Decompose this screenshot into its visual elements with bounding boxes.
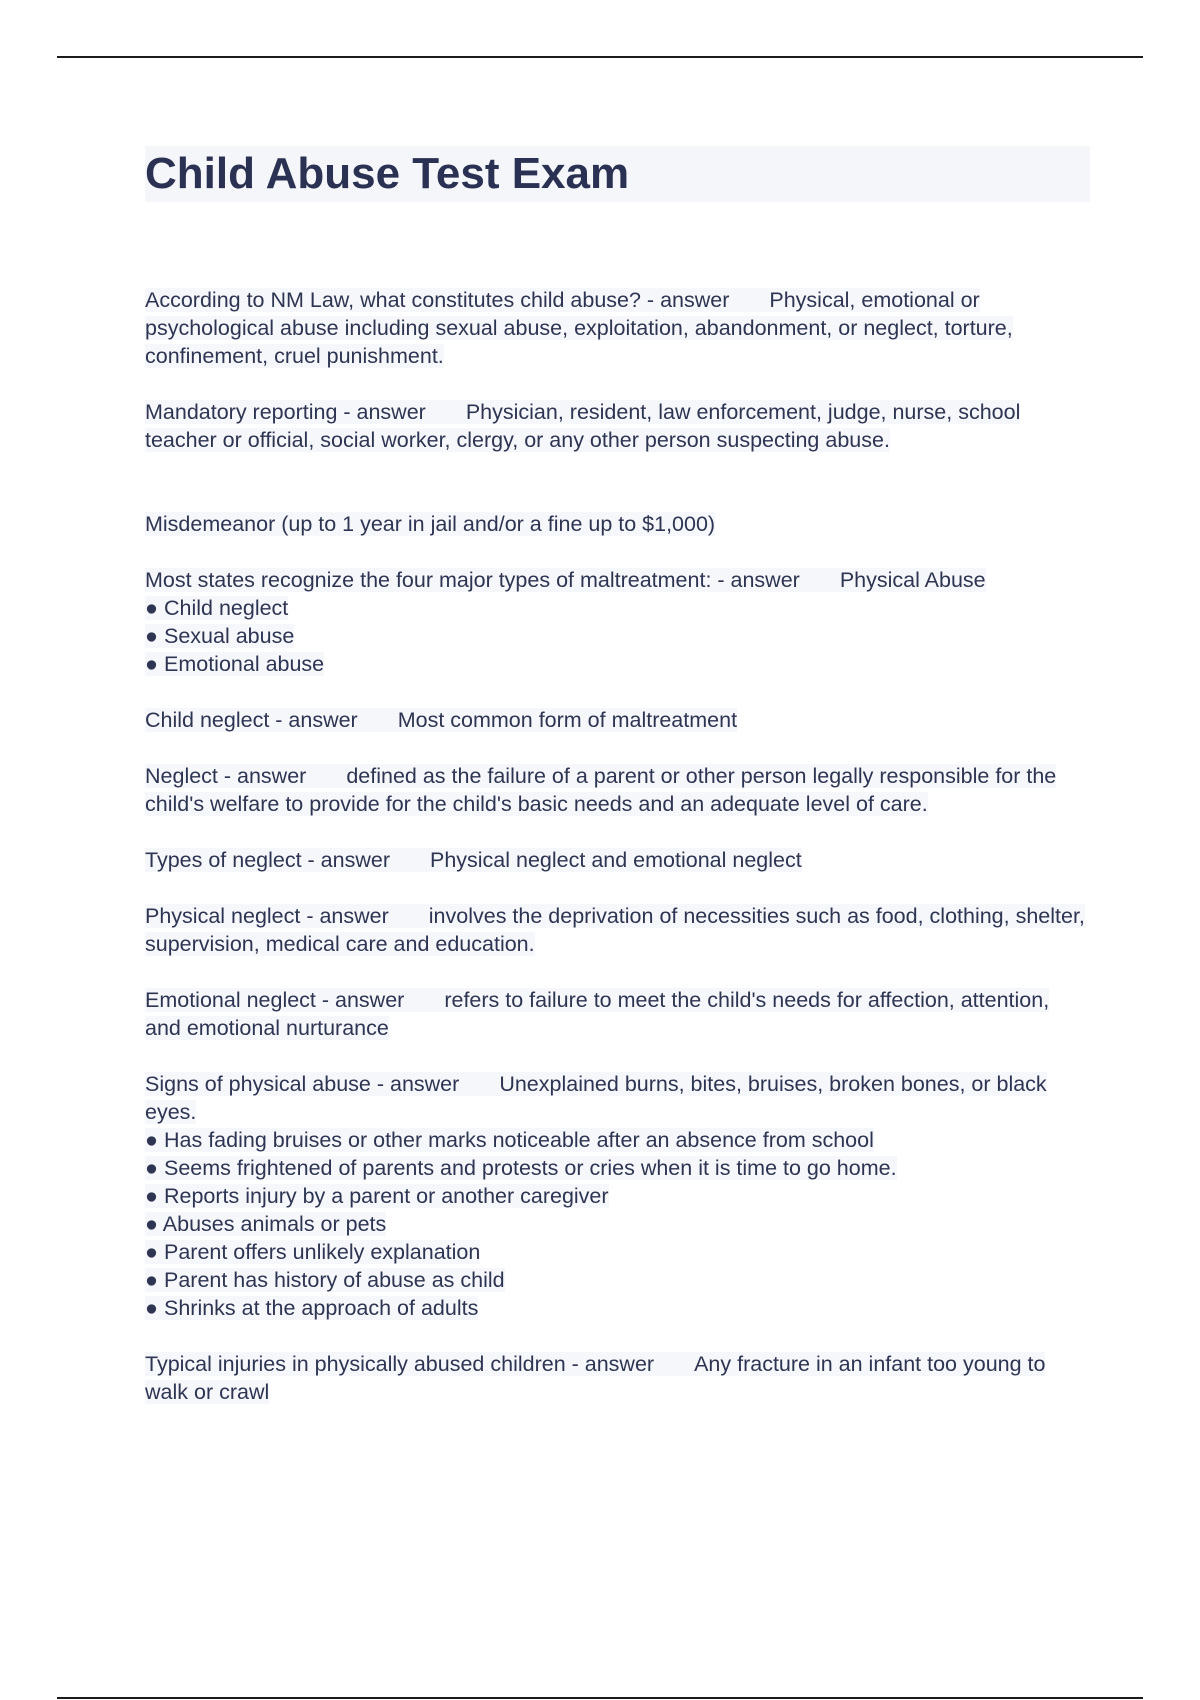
list-item: ● Emotional abuse (145, 652, 325, 676)
list-item: ● Shrinks at the approach of adults (145, 1296, 479, 1320)
title-box (145, 146, 1090, 202)
bullet-icon: ● (145, 1296, 158, 1320)
answer-text: Physical, emotional or psychological abuse including sexual abuse, exploitation, abandonment, or neglect, torture, confinement, cruel punishment. (145, 288, 1013, 368)
qa-item (145, 846, 1090, 874)
list-item: ● Abuses animals or pets (145, 1212, 387, 1236)
question-text: Child neglect - answer (145, 708, 358, 732)
answer-text: defined as the failure of a parent or other person legally responsible for the child's welfare to provide for the child's basic needs and an adequate level of care. (145, 764, 1057, 816)
list-item: ● Sexual abuse (145, 624, 295, 648)
bullet-icon: ● (145, 596, 158, 620)
qa-item (145, 706, 1090, 734)
qa-item (145, 902, 1090, 958)
qa-item (145, 1350, 1090, 1406)
qa-item (145, 1070, 1090, 1322)
bullet-icon: ● (145, 1268, 158, 1292)
list-item: ● Parent has history of abuse as child (145, 1268, 505, 1292)
bullet-icon: ● (145, 1240, 158, 1264)
bullet-icon: ● (145, 1184, 158, 1208)
bullet-icon: ● (145, 624, 158, 648)
answer-text: Any fracture in an infant too young to walk or crawl (145, 1352, 1046, 1404)
bullet-list (145, 594, 1090, 678)
question-text: Types of neglect - answer (145, 848, 390, 872)
list-item: ● Seems frightened of parents and protests or cries when it is time to go home. (145, 1156, 897, 1180)
answer-text: refers to failure to meet the child's needs for affection, attention, and emotional nurturance (145, 988, 1050, 1040)
answer-text: Physician, resident, law enforcement, judge, nurse, school teacher or official, social worker, clergy, or any other person suspecting abuse. (145, 400, 1021, 452)
list-item: ● Child neglect (145, 596, 289, 620)
page-title: Child Abuse Test Exam (145, 149, 630, 198)
answer-text: Most common form of maltreatment (397, 708, 738, 732)
bullet-list (145, 1126, 1090, 1322)
list-item: ● Has fading bruises or other marks noticeable after an absence from school (145, 1128, 874, 1152)
question-text: Typical injuries in physically abused children - answer (145, 1352, 655, 1376)
qa-item (145, 762, 1090, 818)
qa-item (145, 398, 1090, 454)
question-text: Most states recognize the four major types of maltreatment: - answer (145, 568, 800, 592)
answer-text: Physical Abuse (839, 568, 986, 592)
qa-item (145, 986, 1090, 1042)
bottom-rule (57, 1697, 1143, 1699)
bullet-icon: ● (145, 1128, 158, 1152)
list-item: ● Parent offers unlikely explanation (145, 1240, 481, 1264)
qa-item (145, 510, 1090, 538)
question-text: Neglect - answer (145, 764, 307, 788)
question-text: Emotional neglect - answer (145, 988, 405, 1012)
answer-text: involves the deprivation of necessities such as food, clothing, shelter, supervision, medical care and education. (145, 904, 1085, 956)
list-item: ● Reports injury by a parent or another caregiver (145, 1184, 609, 1208)
qa-item (145, 566, 1090, 678)
qa-list (145, 286, 1090, 1406)
question-text: According to NM Law, what constitutes child abuse? - answer (145, 288, 730, 312)
answer-text: Misdemeanor (up to 1 year in jail and/or a fine up to $1,000) (145, 512, 716, 536)
bullet-icon: ● (145, 1212, 158, 1236)
bullet-icon: ● (145, 652, 158, 676)
qa-item (145, 286, 1090, 370)
document-body (145, 146, 1090, 1434)
question-text: Physical neglect - answer (145, 904, 389, 928)
answer-text: Physical neglect and emotional neglect (429, 848, 802, 872)
bullet-icon: ● (145, 1156, 158, 1180)
question-text: Mandatory reporting - answer (145, 400, 426, 424)
answer-text: Unexplained burns, bites, bruises, broken bones, or black eyes. (145, 1072, 1047, 1124)
question-text: Signs of physical abuse - answer (145, 1072, 460, 1096)
top-rule (57, 56, 1143, 58)
